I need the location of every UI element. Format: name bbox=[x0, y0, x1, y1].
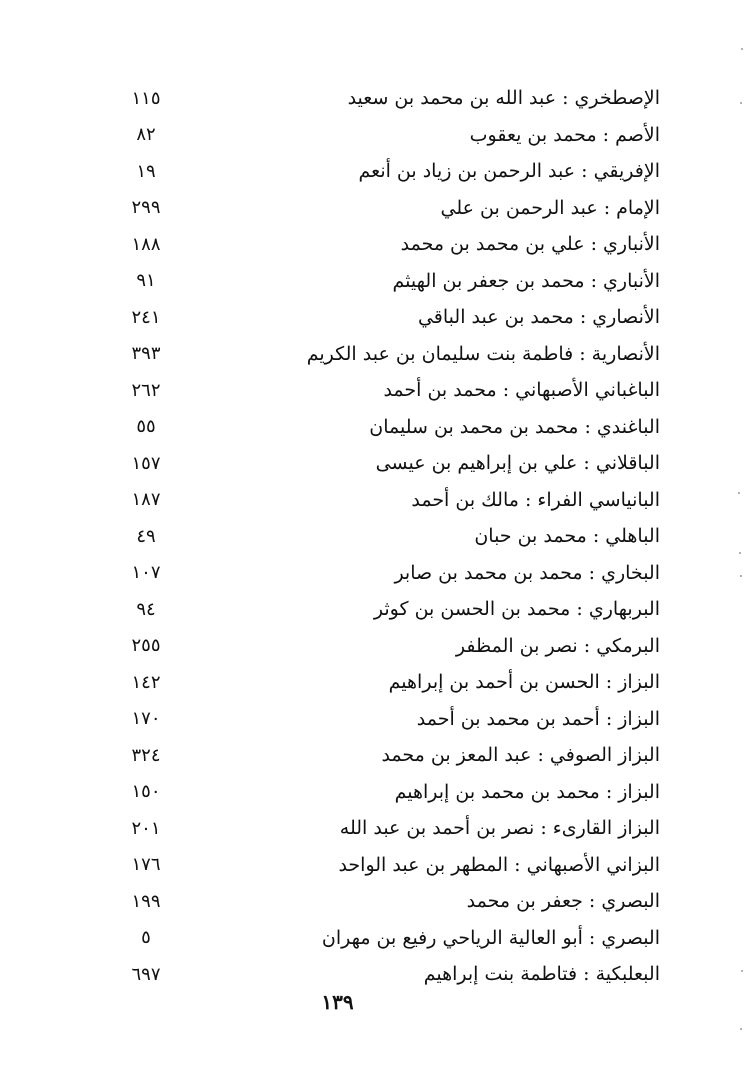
entry-page: ٨٢ bbox=[136, 124, 156, 146]
entry-name: الباهلي : محمد بن حبان bbox=[474, 525, 660, 548]
index-entry bbox=[120, 409, 660, 446]
entry-page: ٦٩٧ bbox=[131, 963, 161, 985]
index-entry bbox=[120, 153, 660, 190]
entry-name: البانياسي الفراء : مالك بن أحمد bbox=[411, 488, 660, 511]
entry-page: ٥ bbox=[141, 927, 151, 949]
entry-page: ٤٩ bbox=[136, 525, 156, 547]
index-entry bbox=[120, 774, 660, 811]
entry-page: ٢٩٩ bbox=[131, 197, 161, 219]
entry-name: الأنصاري : محمد بن عبد الباقي bbox=[417, 306, 660, 329]
entry-name: البربهاري : محمد بن الحسن بن كوثر bbox=[373, 598, 660, 621]
entry-page: ٩١ bbox=[136, 270, 156, 292]
index-entry bbox=[120, 883, 660, 920]
entry-page: ٩٤ bbox=[136, 598, 156, 620]
scan-speck bbox=[739, 552, 741, 554]
index-entry bbox=[120, 336, 660, 373]
index-entry bbox=[120, 263, 660, 300]
index-entry bbox=[120, 810, 660, 847]
scan-speck bbox=[740, 575, 742, 577]
entry-page: ١٠٧ bbox=[131, 562, 161, 584]
entry-page: ٢٦٢ bbox=[131, 379, 161, 401]
entry-name: الباغندي : محمد بن محمد بن سليمان bbox=[369, 415, 660, 438]
entry-page: ٢٥٥ bbox=[131, 635, 161, 657]
entry-name: الأصم : محمد بن يعقوب bbox=[469, 123, 660, 146]
entry-name: البصري : جعفر بن محمد bbox=[466, 890, 660, 913]
index-entry bbox=[120, 737, 660, 774]
entry-page: ٣٩٣ bbox=[131, 343, 161, 365]
index-entry bbox=[120, 628, 660, 665]
entry-name: الإفريقي : عبد الرحمن بن زياد بن أنعم bbox=[358, 160, 660, 183]
entry-name: الأنباري : محمد بن جعفر بن الهيثم bbox=[392, 269, 660, 292]
index-entry bbox=[120, 664, 660, 701]
entry-page: ١٨٧ bbox=[131, 489, 161, 511]
entry-name: الباغباني الأصبهاني : محمد بن أحمد bbox=[383, 379, 660, 402]
entry-name: البزاز : أحمد بن محمد بن أحمد bbox=[416, 707, 660, 730]
entry-name: البرمكي : نصر بن المظفر bbox=[455, 634, 660, 657]
index-entry bbox=[120, 847, 660, 884]
index-entry bbox=[120, 80, 660, 117]
scan-speck bbox=[741, 48, 743, 50]
entry-name: البصري : أبو العالية الرياحي رفيع بن مهران bbox=[321, 926, 660, 949]
index-entry bbox=[120, 372, 660, 409]
entry-name: الإمام : عبد الرحمن بن علي bbox=[440, 196, 660, 219]
index-entry bbox=[120, 445, 660, 482]
index-list bbox=[120, 80, 660, 993]
index-entry bbox=[120, 190, 660, 227]
entry-page: ١٥٠ bbox=[131, 781, 161, 803]
entry-name: الإصطخري : عبد الله بن محمد بن سعيد bbox=[347, 87, 660, 110]
scan-speck bbox=[741, 970, 743, 972]
entry-name: البعلبكية : فتاطمة بنت إبراهيم bbox=[423, 963, 660, 986]
scan-speck bbox=[740, 102, 742, 104]
entry-page: ١٧٠ bbox=[131, 708, 161, 730]
entry-name: البزاز الصوفي : عبد المعز بن محمد bbox=[381, 744, 660, 767]
entry-page: ٥٥ bbox=[136, 416, 156, 438]
index-entry bbox=[120, 117, 660, 154]
entry-page: ١٨٨ bbox=[131, 233, 161, 255]
entry-page: ١٩ bbox=[136, 160, 156, 182]
entry-page: ١٩٩ bbox=[131, 890, 161, 912]
index-entry bbox=[120, 555, 660, 592]
entry-page: ١١٥ bbox=[131, 87, 161, 109]
index-entry bbox=[120, 482, 660, 519]
entry-page: ٣٢٤ bbox=[131, 744, 161, 766]
entry-name: البزاز القارىء : نصر بن أحمد بن عبد الله bbox=[339, 817, 660, 840]
index-entry bbox=[120, 591, 660, 628]
scan-speck bbox=[740, 1028, 742, 1030]
entry-name: الأنباري : علي بن محمد بن محمد bbox=[400, 233, 660, 256]
page-number: ١٣٩ bbox=[321, 990, 354, 1014]
entry-name: البخاري : محمد بن محمد بن صابر bbox=[394, 561, 660, 584]
index-entry bbox=[120, 956, 660, 993]
index-entry bbox=[120, 701, 660, 738]
entry-name: البزاز : محمد بن محمد بن إبراهيم bbox=[394, 780, 660, 803]
entry-page: ٢٤١ bbox=[131, 306, 161, 328]
entry-page: ١٥٧ bbox=[131, 452, 161, 474]
entry-page: ١٧٦ bbox=[131, 854, 161, 876]
entry-name: الأنصارية : فاطمة بنت سليمان بن عبد الكريم bbox=[306, 342, 660, 365]
scan-speck bbox=[738, 492, 740, 494]
entry-page: ١٤٢ bbox=[131, 671, 161, 693]
entry-page: ٢٠١ bbox=[131, 817, 161, 839]
index-entry bbox=[120, 299, 660, 336]
entry-name: البزاني الأصبهاني : المطهر بن عبد الواحد bbox=[338, 853, 660, 876]
index-entry bbox=[120, 920, 660, 957]
index-entry bbox=[120, 518, 660, 555]
index-entry bbox=[120, 226, 660, 263]
entry-name: الباقلاني : علي بن إبراهيم بن عيسى bbox=[375, 452, 660, 475]
entry-name: البزاز : الحسن بن أحمد بن إبراهيم bbox=[388, 671, 660, 694]
